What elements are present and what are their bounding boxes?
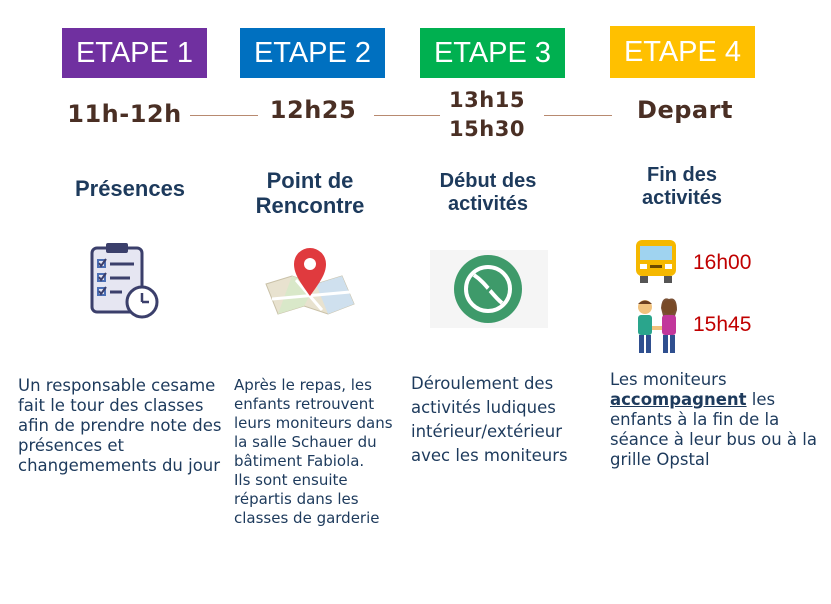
- tennis-ball-icon: [452, 253, 524, 325]
- etape-3-label: ETAPE 3: [433, 36, 552, 69]
- step-4-title-line2: activités: [641, 187, 723, 209]
- step-1-title: [50, 176, 210, 201]
- step-1-title-text: Présences: [74, 176, 186, 201]
- step-2-time: 12h25: [269, 96, 357, 124]
- etape-2-header: [240, 28, 385, 78]
- step-4-description-before: Les moniteurs: [610, 370, 727, 389]
- timeline-connector-1: [190, 115, 258, 116]
- step-4-description-after: les enfants à la fin de la séance à leur bus ou à la grille Opstal: [610, 390, 817, 469]
- step-1-time: 11h-12h: [67, 100, 182, 128]
- step-3-title-line1: Début des: [439, 170, 537, 192]
- step-3-time-start: 13h15: [449, 88, 525, 112]
- step-4-title-line1: Fin des: [646, 164, 717, 186]
- step-2-description-p1: Après le repas, les enfants retrouvent leurs moniteurs dans la salle Schauer du bâtiment Fabiola.: [234, 376, 393, 470]
- step-2-description-p2: Ils sont ensuite répartis dans les classes de garderie: [234, 471, 380, 527]
- step-1-description: Un responsable cesame fait le tour des classes afin de prendre note des présences et changemements du jour: [18, 376, 222, 475]
- etape-4-label: ETAPE 4: [623, 35, 742, 68]
- map-location-pin-icon: [262, 244, 358, 320]
- etape-2-label: ETAPE 2: [253, 36, 372, 69]
- step-4-description: [610, 370, 820, 470]
- school-bus-icon: [632, 236, 680, 286]
- timeline-connector-2: [374, 115, 440, 116]
- step-3-title: [408, 170, 568, 216]
- step-2-title-line1: Point de: [266, 168, 354, 193]
- step-3-title-line2: activités: [447, 193, 529, 215]
- step-4-time: Depart: [637, 96, 733, 124]
- step-4-title: [602, 164, 762, 210]
- walk-time: 15h45: [693, 313, 752, 336]
- step-4-description-accent: accompagnent: [610, 390, 747, 409]
- step-2-title-line2: Rencontre: [255, 193, 365, 219]
- children-holding-hands-icon: [630, 298, 684, 356]
- etape-3-header: [420, 28, 565, 78]
- step-3-description: Déroulement des activités ludiques intérieur/extérieur avec les moniteurs: [411, 374, 568, 465]
- etape-4-header: [610, 26, 755, 78]
- step-2-description: [234, 376, 394, 528]
- step-2-title: [230, 168, 390, 219]
- etape-1-header: [62, 28, 207, 78]
- bus-time: 16h00: [693, 251, 752, 274]
- timeline-connector-3: [544, 115, 612, 116]
- clipboard-checklist-clock-icon: [86, 240, 162, 322]
- step-3-time-end: 15h30: [449, 117, 525, 141]
- etape-1-label: ETAPE 1: [75, 36, 194, 69]
